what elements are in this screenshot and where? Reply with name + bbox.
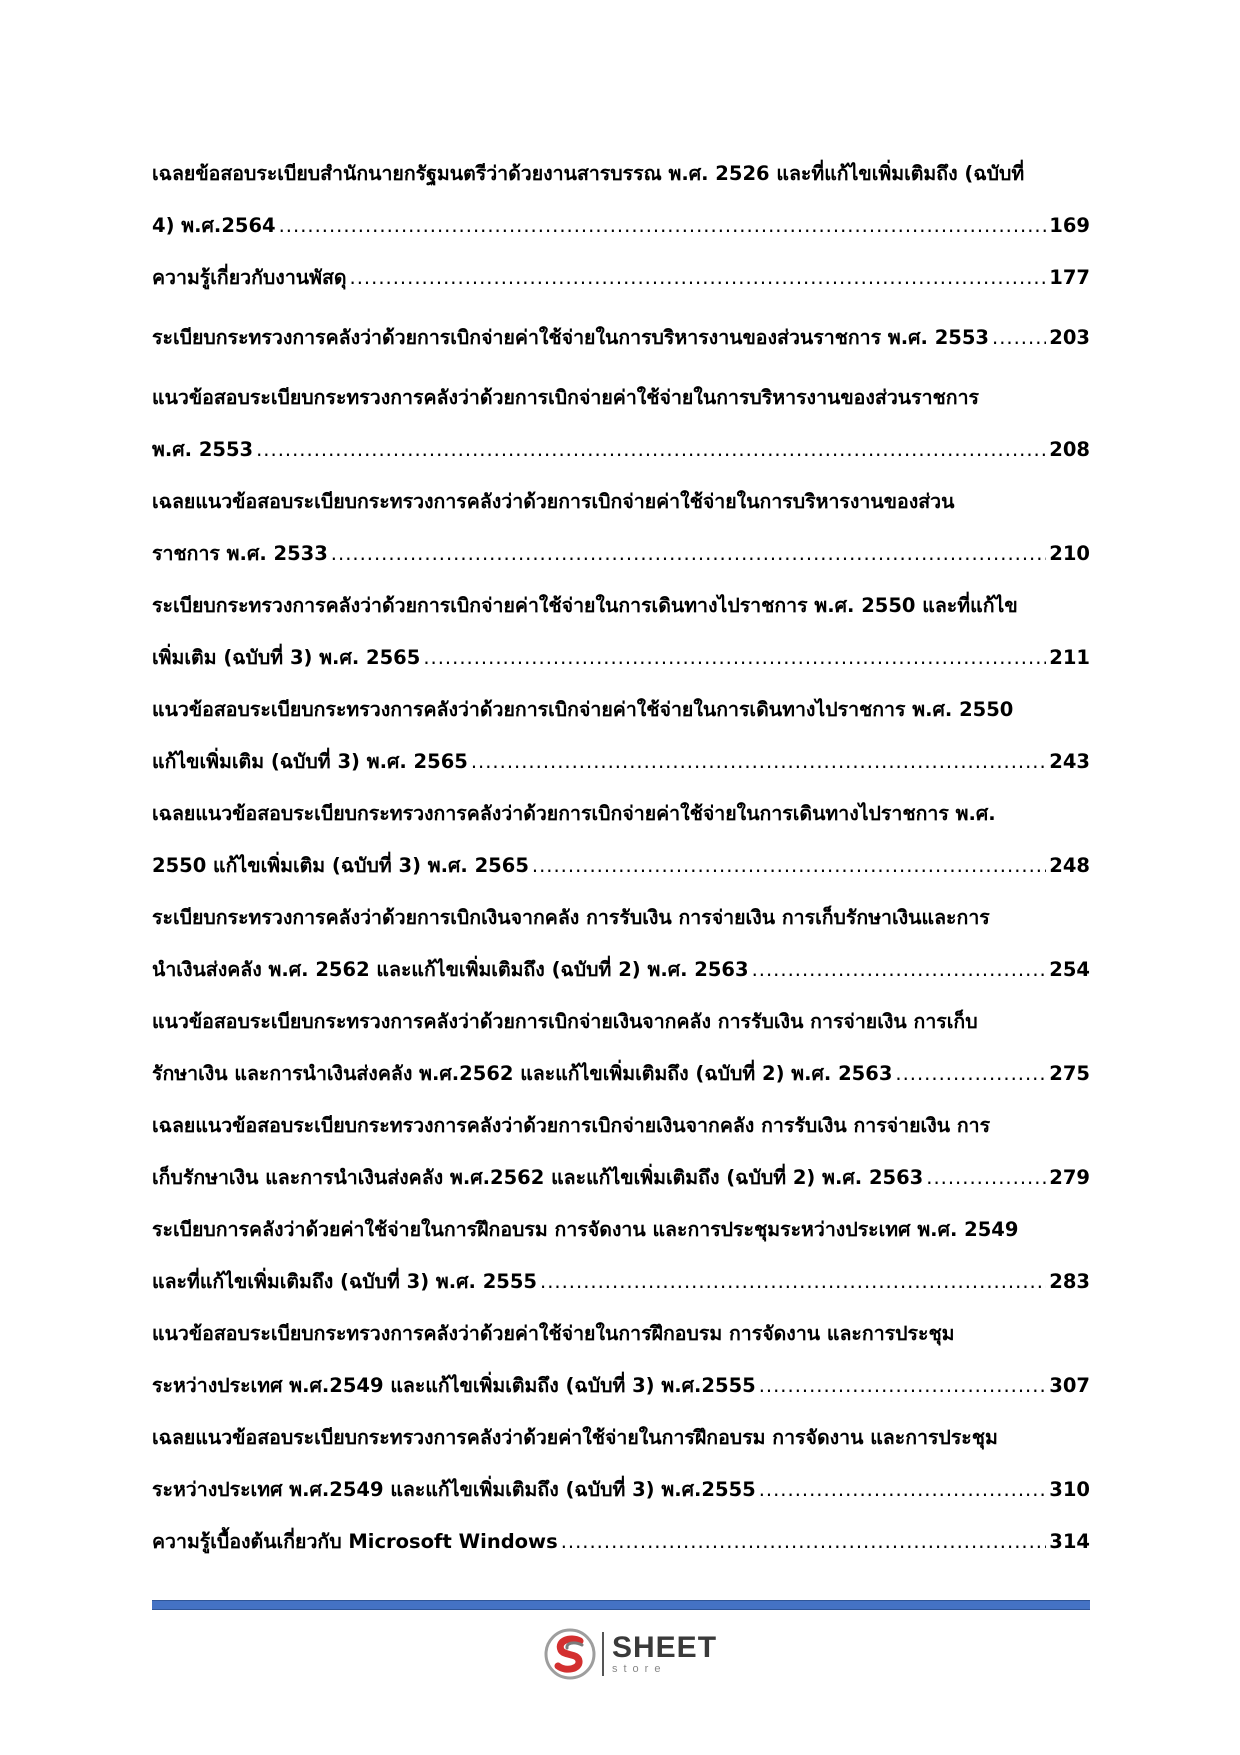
toc-page-number: 254 bbox=[1049, 958, 1090, 981]
toc-page-number: 177 bbox=[1049, 266, 1090, 289]
toc-page-number: 275 bbox=[1049, 1062, 1090, 1085]
toc-page-number: 283 bbox=[1049, 1270, 1090, 1293]
toc-page-number: 208 bbox=[1049, 438, 1090, 461]
toc-page-number: 203 bbox=[1049, 326, 1090, 349]
toc-page-number: 211 bbox=[1049, 646, 1090, 669]
toc-entry-title-line: ระเบียบกระทรวงการคลังว่าด้วยการเบิกจ่ายค่าใช้จ่ายในการเดินทางไปราชการ พ.ศ. 2550 และที่แก้ไข bbox=[152, 594, 1018, 617]
toc-entry-title: ระหว่างประเทศ พ.ศ.2549 และแก้ไขเพิ่มเติมถึง (ฉบับที่ 3) พ.ศ.2555 bbox=[152, 1374, 756, 1397]
toc-entry[interactable] bbox=[152, 1516, 1090, 1568]
toc-entry[interactable] bbox=[152, 892, 1090, 996]
toc-entry-title: ระหว่างประเทศ พ.ศ.2549 และแก้ไขเพิ่มเติมถึง (ฉบับที่ 3) พ.ศ.2555 bbox=[152, 1478, 756, 1501]
toc-leader-dots bbox=[540, 1256, 1046, 1308]
sheet-store-logo bbox=[544, 1626, 717, 1682]
toc-entry-last-line bbox=[152, 632, 1090, 684]
toc-entry-title: 4) พ.ศ.2564 bbox=[152, 214, 276, 237]
toc-entry-title: 2550 แก้ไขเพิ่มเติม (ฉบับที่ 3) พ.ศ. 2565 bbox=[152, 854, 529, 877]
toc-entry-title: เก็บรักษาเงิน และการนำเงินส่งคลัง พ.ศ.2562 และแก้ไขเพิ่มเติมถึง (ฉบับที่ 2) พ.ศ. 2563 bbox=[152, 1166, 924, 1189]
toc-entry[interactable] bbox=[152, 996, 1090, 1100]
toc-leader-dots bbox=[423, 632, 1046, 684]
toc-leader-dots bbox=[895, 1048, 1046, 1100]
toc-entry-title: รักษาเงิน และการนำเงินส่งคลัง พ.ศ.2562 และแก้ไขเพิ่มเติมถึง (ฉบับที่ 2) พ.ศ. 2563 bbox=[152, 1062, 893, 1085]
toc-entry-title-line: เฉลยแนวข้อสอบระเบียบกระทรวงการคลังว่าด้วยการเบิกจ่ายค่าใช้จ่ายในการเดินทางไปราชการ พ.ศ. bbox=[152, 802, 996, 825]
toc-entry-last-line bbox=[152, 200, 1090, 252]
toc-entry-last-line bbox=[152, 1048, 1090, 1100]
toc-leader-dots bbox=[532, 840, 1046, 892]
toc-entry-title-line: เฉลยแนวข้อสอบระเบียบกระทรวงการคลังว่าด้วยการเบิกจ่ายเงินจากคลัง การรับเงิน การจ่ายเงิน การ bbox=[152, 1114, 991, 1137]
toc-entry-last-line bbox=[152, 252, 1090, 304]
toc-leader-dots bbox=[992, 312, 1046, 364]
toc-entry-title: ระเบียบกระทรวงการคลังว่าด้วยการเบิกจ่ายค่าใช้จ่ายในการบริหารงานของส่วนราชการ พ.ศ. 2553 bbox=[152, 326, 990, 349]
toc-entry-title: และที่แก้ไขเพิ่มเติมถึง (ฉบับที่ 3) พ.ศ. 2555 bbox=[152, 1270, 538, 1293]
toc-entry[interactable] bbox=[152, 788, 1090, 892]
toc-entry-last-line bbox=[152, 528, 1090, 580]
toc-entry-title-line: เฉลยแนวข้อสอบระเบียบกระทรวงการคลังว่าด้วยค่าใช้จ่ายในการฝึกอบรม การจัดงาน และการประชุม bbox=[152, 1426, 998, 1449]
toc-entry[interactable] bbox=[152, 1100, 1090, 1204]
toc-page-number: 307 bbox=[1049, 1374, 1090, 1397]
toc-entry-title-line: ระเบียบการคลังว่าด้วยค่าใช้จ่ายในการฝึกอบรม การจัดงาน และการประชุมระหว่างประเทศ พ.ศ. 2549 bbox=[152, 1218, 1019, 1241]
toc-page-number: 279 bbox=[1049, 1166, 1090, 1189]
toc-entry[interactable] bbox=[152, 312, 1090, 364]
toc-leader-dots bbox=[471, 736, 1046, 788]
toc-leader-dots bbox=[331, 528, 1046, 580]
toc-page-number: 314 bbox=[1049, 1530, 1090, 1553]
toc-page-number: 310 bbox=[1049, 1478, 1090, 1501]
toc-leader-dots bbox=[279, 200, 1047, 252]
toc-leader-dots bbox=[759, 1360, 1047, 1412]
toc-entry-title-line: เฉลยข้อสอบระเบียบสำนักนายกรัฐมนตรีว่าด้วยงานสารบรรณ พ.ศ. 2526 และที่แก้ไขเพิ่มเติมถึง (ฉบับที่ bbox=[152, 162, 1025, 185]
toc-entry[interactable] bbox=[152, 252, 1090, 304]
toc-page-number: 169 bbox=[1049, 214, 1090, 237]
toc-page-number: 243 bbox=[1049, 750, 1090, 773]
logo-brand: SHEET bbox=[612, 1631, 718, 1664]
toc-entry-title: แก้ไขเพิ่มเติม (ฉบับที่ 3) พ.ศ. 2565 bbox=[152, 750, 468, 773]
toc-entry-last-line bbox=[152, 1152, 1090, 1204]
toc-entry-title-line: ระเบียบกระทรวงการคลังว่าด้วยการเบิกเงินจากคลัง การรับเงิน การจ่ายเงิน การเก็บรักษาเงินและการ bbox=[152, 906, 990, 929]
toc-entry-title: ราชการ พ.ศ. 2533 bbox=[152, 542, 328, 565]
toc-entry-title-line: เฉลยแนวข้อสอบระเบียบกระทรวงการคลังว่าด้วยการเบิกจ่ายค่าใช้จ่ายในการบริหารงานของส่วน bbox=[152, 490, 955, 513]
toc-page-number: 210 bbox=[1049, 542, 1090, 565]
footer-rule bbox=[152, 1600, 1090, 1610]
toc-entry-title: ความรู้เกี่ยวกับงานพัสดุ bbox=[152, 266, 347, 289]
toc-entry[interactable] bbox=[152, 684, 1090, 788]
logo-separator bbox=[602, 1632, 604, 1676]
toc-entry-title: ความรู้เบื้องต้นเกี่ยวกับ Microsoft Windows bbox=[152, 1530, 558, 1553]
toc-entry-title-line: แนวข้อสอบระเบียบกระทรวงการคลังว่าด้วยการเบิกจ่ายค่าใช้จ่ายในการบริหารงานของส่วนราชการ bbox=[152, 386, 979, 409]
toc-entry-last-line bbox=[152, 736, 1090, 788]
toc-entry[interactable] bbox=[152, 1308, 1090, 1412]
toc-entry[interactable] bbox=[152, 1412, 1090, 1516]
toc-leader-dots bbox=[752, 944, 1047, 996]
sheet-store-s-icon bbox=[544, 1628, 596, 1680]
toc-entry[interactable] bbox=[152, 580, 1090, 684]
toc-entry-last-line bbox=[152, 840, 1090, 892]
toc-entry[interactable] bbox=[152, 476, 1090, 580]
toc-entry-last-line bbox=[152, 1516, 1090, 1568]
toc-leader-dots bbox=[759, 1464, 1047, 1516]
toc-page-number: 248 bbox=[1049, 854, 1090, 877]
toc-entry-title-line: แนวข้อสอบระเบียบกระทรวงการคลังว่าด้วยการเบิกจ่ายค่าใช้จ่ายในการเดินทางไปราชการ พ.ศ. 2550 bbox=[152, 698, 1014, 721]
toc-entry-title-line: แนวข้อสอบระเบียบกระทรวงการคลังว่าด้วยค่าใช้จ่ายในการฝึกอบรม การจัดงาน และการประชุม bbox=[152, 1322, 955, 1345]
toc-leader-dots bbox=[561, 1516, 1047, 1568]
toc-entry-last-line bbox=[152, 944, 1090, 996]
toc-entry[interactable] bbox=[152, 1204, 1090, 1308]
toc-entry-title: นำเงินส่งคลัง พ.ศ. 2562 และแก้ไขเพิ่มเติมถึง (ฉบับที่ 2) พ.ศ. 2563 bbox=[152, 958, 749, 981]
toc-entry-title: พ.ศ. 2553 bbox=[152, 438, 254, 461]
toc-entry-title-line: แนวข้อสอบระเบียบกระทรวงการคลังว่าด้วยการเบิกจ่ายเงินจากคลัง การรับเงิน การจ่ายเงิน การเก็บ bbox=[152, 1010, 978, 1033]
toc-entry-last-line bbox=[152, 1360, 1090, 1412]
toc-entry-last-line bbox=[152, 1464, 1090, 1516]
toc-entry[interactable] bbox=[152, 372, 1090, 476]
toc-entry-last-line bbox=[152, 312, 1090, 364]
toc-leader-dots bbox=[926, 1152, 1046, 1204]
table-of-contents bbox=[152, 148, 1090, 1576]
toc-leader-dots bbox=[256, 424, 1046, 476]
toc-entry-last-line bbox=[152, 424, 1090, 476]
toc-entry[interactable] bbox=[152, 148, 1090, 252]
logo-wordmark bbox=[612, 1633, 717, 1675]
logo-sub: store bbox=[612, 1663, 667, 1675]
toc-leader-dots bbox=[350, 252, 1047, 304]
toc-entry-last-line bbox=[152, 1256, 1090, 1308]
toc-entry-title: เพิ่มเติม (ฉบับที่ 3) พ.ศ. 2565 bbox=[152, 646, 421, 669]
